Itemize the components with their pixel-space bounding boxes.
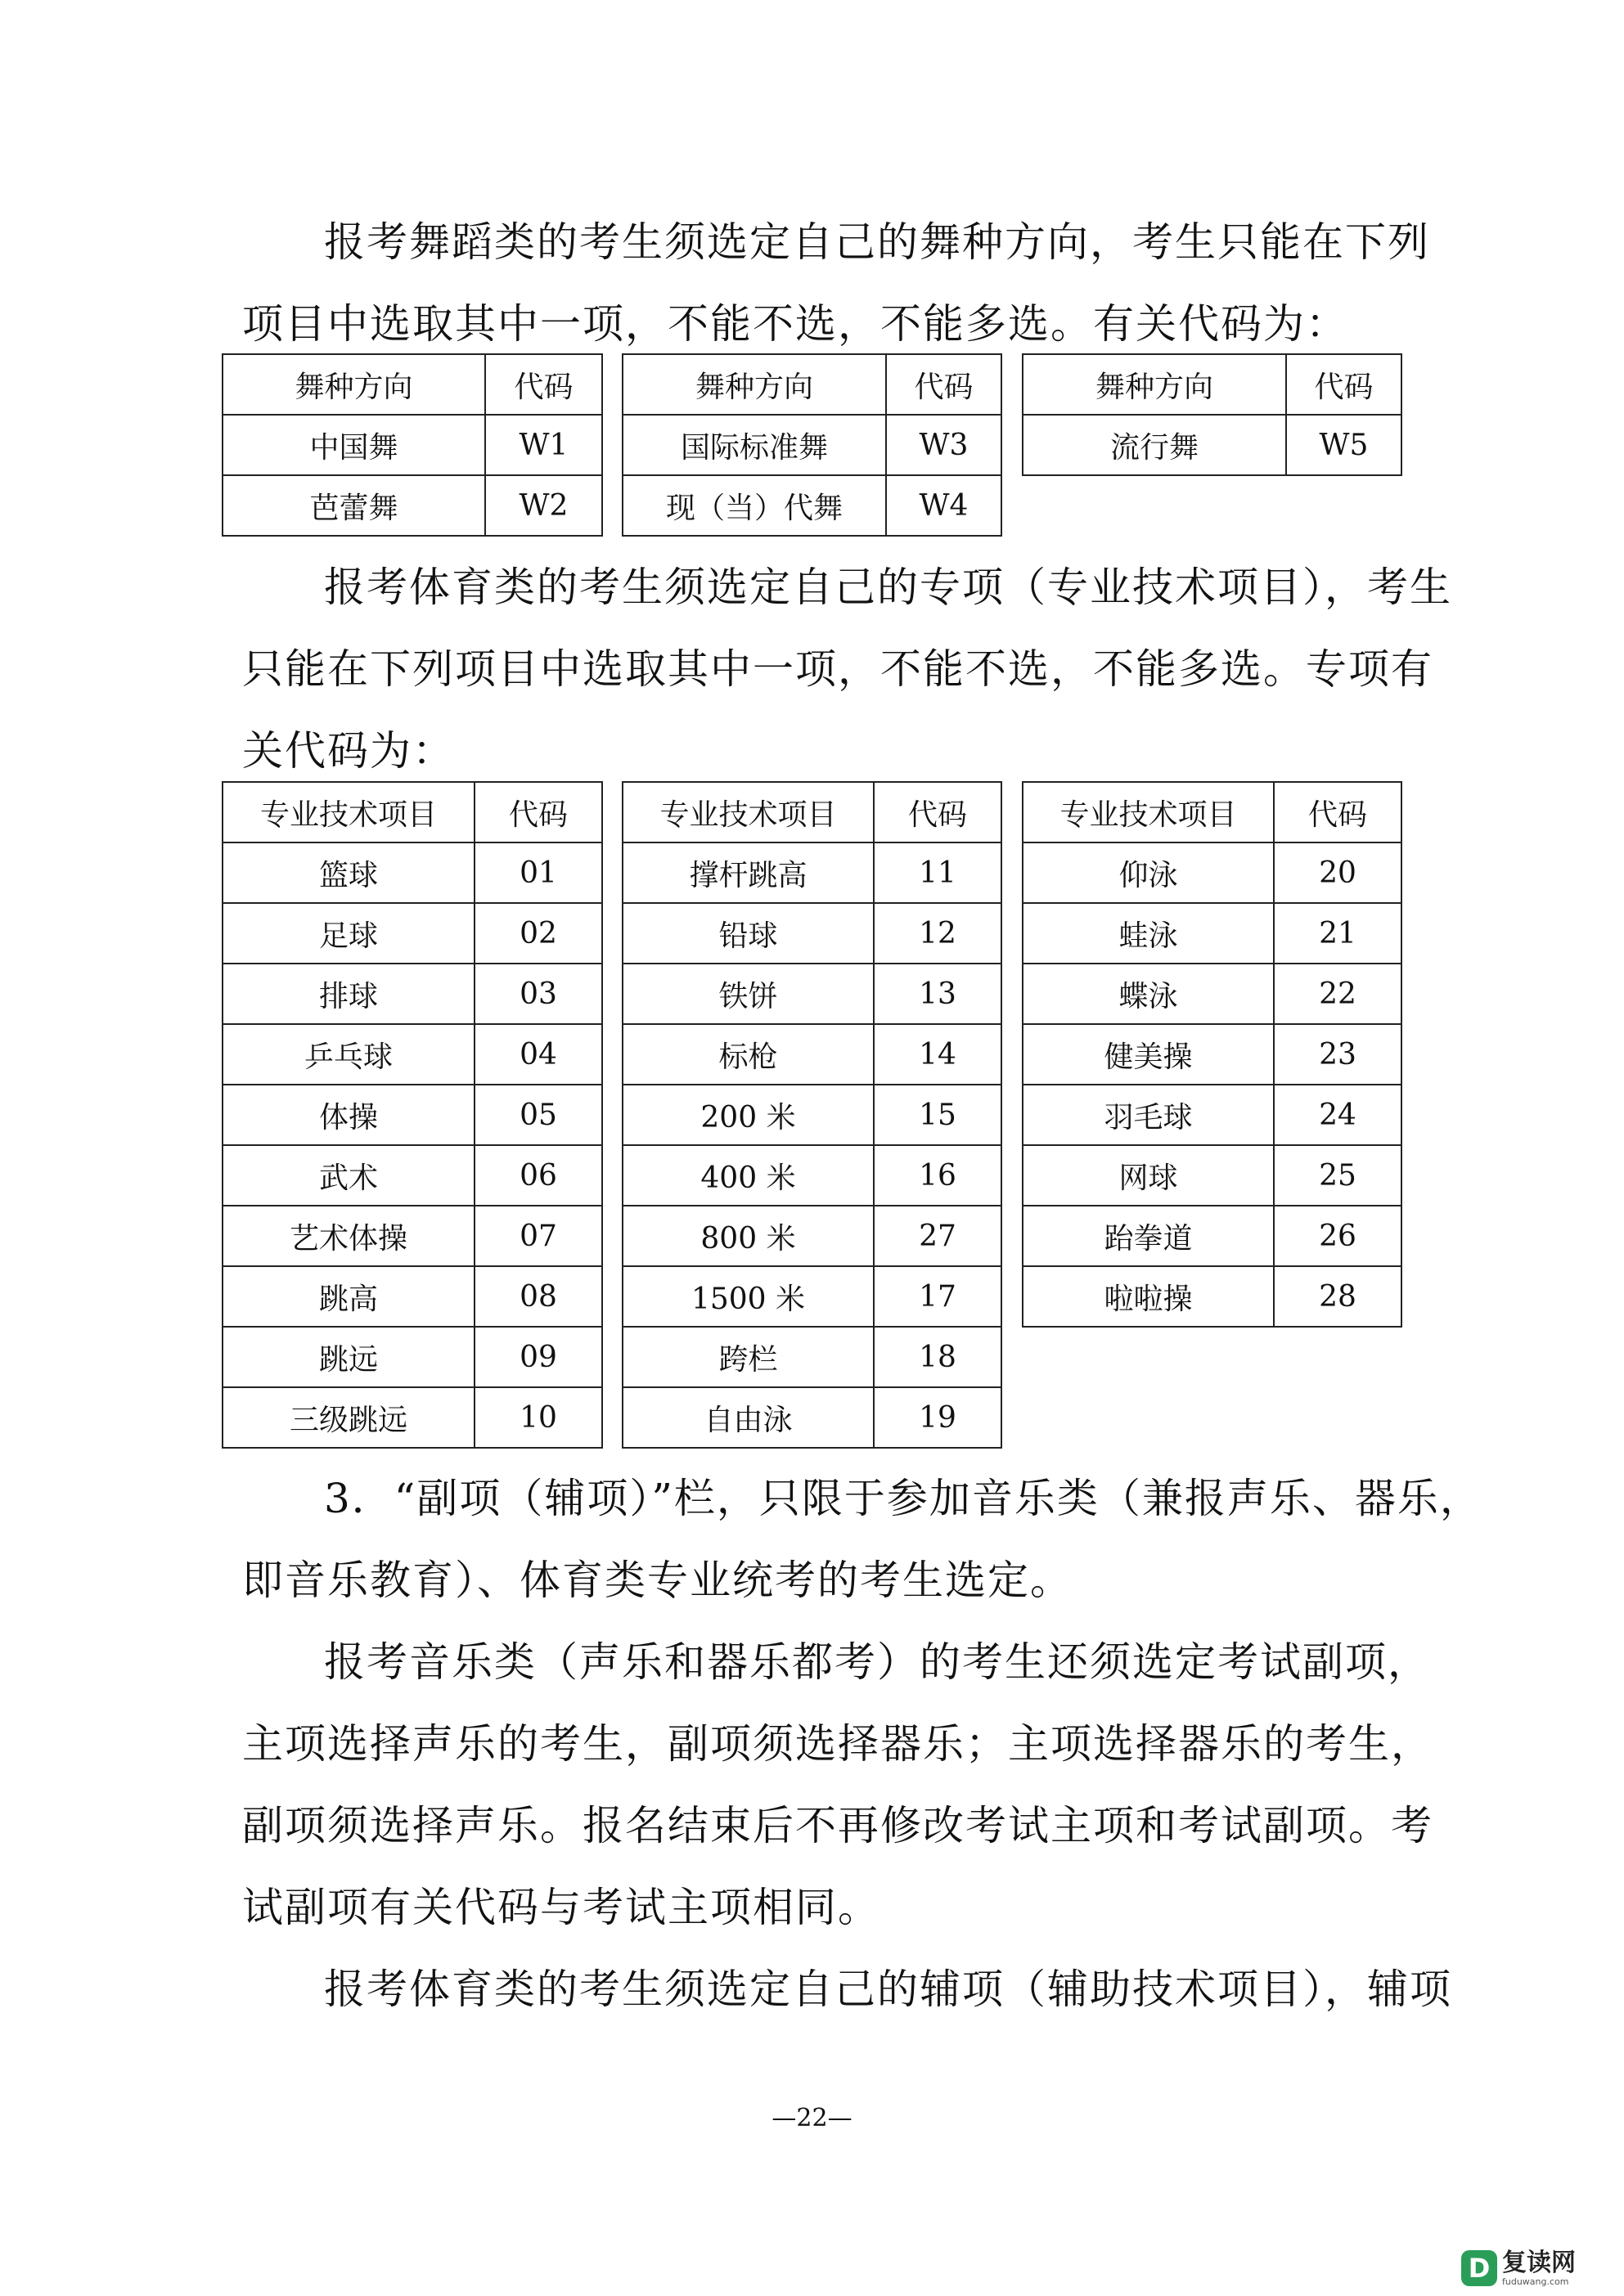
header-cell: 代码 xyxy=(475,782,602,842)
table-cell: 三级跳远 xyxy=(223,1387,475,1448)
table-cell: 09 xyxy=(475,1327,602,1387)
site-name: 复读网 xyxy=(1502,2249,1576,2277)
table-row xyxy=(1023,415,1401,475)
table-cell: W3 xyxy=(886,415,1001,475)
header-cell: 代码 xyxy=(874,782,1001,842)
table-cell: 乒乓球 xyxy=(223,1024,475,1085)
table-cell: 蝶泳 xyxy=(1023,964,1274,1024)
table-cell: 08 xyxy=(475,1266,602,1327)
table-cell: 200 米 xyxy=(623,1085,874,1145)
table-row xyxy=(623,415,1001,475)
table-cell: 18 xyxy=(874,1327,1001,1387)
table-row xyxy=(623,1327,1001,1387)
table-header-row xyxy=(223,782,602,842)
sports-code-table-2 xyxy=(622,781,1002,1449)
table-row xyxy=(223,964,602,1024)
text-line: 报考舞蹈类的考生须选定自己的舞种方向，考生只能在下列 xyxy=(324,218,1430,266)
music-paragraph xyxy=(242,1621,1433,1948)
table-cell: W1 xyxy=(485,415,602,475)
table-row xyxy=(623,964,1001,1024)
table-row xyxy=(223,1266,602,1327)
sports-intro-paragraph xyxy=(242,546,1452,792)
table-cell: 12 xyxy=(874,903,1001,964)
dance-code-table-3 xyxy=(1022,353,1402,476)
header-cell: 舞种方向 xyxy=(1023,354,1286,415)
text-line: 报考音乐类（声乐和器乐都考）的考生还须选定考试副项， xyxy=(324,1638,1430,1686)
table-cell: 撑杆跳高 xyxy=(623,842,874,903)
table-header-row xyxy=(1023,354,1401,415)
table-cell: 23 xyxy=(1274,1024,1401,1085)
table-cell: 标枪 xyxy=(623,1024,874,1085)
table-cell: 17 xyxy=(874,1266,1001,1327)
table-row xyxy=(223,1387,602,1448)
table-row xyxy=(1023,1206,1401,1266)
table-cell: 03 xyxy=(475,964,602,1024)
table-cell: 体操 xyxy=(223,1085,475,1145)
text-line: 3．“副项（辅项）”栏，只限于参加音乐类（兼报声乐、器乐， xyxy=(324,1475,1482,1522)
table-row xyxy=(223,842,602,903)
table-cell: 现（当）代舞 xyxy=(623,475,886,536)
table-row xyxy=(623,842,1001,903)
table-cell: 铁饼 xyxy=(623,964,874,1024)
table-row xyxy=(1023,964,1401,1024)
table-cell: 21 xyxy=(1274,903,1401,964)
dance-code-table-2 xyxy=(622,353,1002,537)
header-cell: 舞种方向 xyxy=(223,354,485,415)
text-line: 报考体育类的考生须选定自己的辅项（辅助技术项目），辅项 xyxy=(324,1966,1452,2013)
header-cell: 代码 xyxy=(1286,354,1401,415)
table-row xyxy=(1023,1024,1401,1085)
text-line: 项目中选取其中一项，不能不选，不能多选。有关代码为： xyxy=(242,300,1348,348)
table-cell: 武术 xyxy=(223,1145,475,1206)
table-row xyxy=(623,1024,1001,1085)
text-line: 关代码为： xyxy=(242,727,455,775)
table-row xyxy=(223,475,602,536)
table-row xyxy=(223,1145,602,1206)
table-row xyxy=(1023,1266,1401,1327)
table-cell: 足球 xyxy=(223,903,475,964)
table-cell: W2 xyxy=(485,475,602,536)
text-line: 试副项有关代码与考试主项相同。 xyxy=(242,1884,880,1931)
table-header-row xyxy=(223,354,602,415)
table-cell: 自由泳 xyxy=(623,1387,874,1448)
table-cell: 仰泳 xyxy=(1023,842,1274,903)
site-watermark xyxy=(1461,2245,1618,2291)
table-cell: 28 xyxy=(1274,1266,1401,1327)
text-line: 副项须选择声乐。报名结束后不再修改考试主项和考试副项。考 xyxy=(242,1802,1433,1849)
table-cell: W5 xyxy=(1286,415,1401,475)
dance-code-table-1 xyxy=(222,353,603,537)
table-cell: 羽毛球 xyxy=(1023,1085,1274,1145)
table-cell: 20 xyxy=(1274,842,1401,903)
table-row xyxy=(623,1085,1001,1145)
table-cell: 02 xyxy=(475,903,602,964)
text-line: 只能在下列项目中选取其中一项，不能不选，不能多选。专项有 xyxy=(242,645,1433,693)
table-cell: 网球 xyxy=(1023,1145,1274,1206)
table-row xyxy=(623,1206,1001,1266)
table-cell: 10 xyxy=(475,1387,602,1448)
header-cell: 专业技术项目 xyxy=(223,782,475,842)
table-row xyxy=(223,415,602,475)
item3-paragraph xyxy=(242,1458,1482,1621)
table-cell: 啦啦操 xyxy=(1023,1266,1274,1327)
table-cell: 800 米 xyxy=(623,1206,874,1266)
table-cell: 13 xyxy=(874,964,1001,1024)
table-row xyxy=(623,475,1001,536)
table-row xyxy=(223,903,602,964)
table-row xyxy=(1023,842,1401,903)
dance-intro-paragraph xyxy=(242,201,1430,365)
table-row xyxy=(623,1266,1001,1327)
table-cell: 中国舞 xyxy=(223,415,485,475)
header-cell: 代码 xyxy=(886,354,1001,415)
table-cell: 400 米 xyxy=(623,1145,874,1206)
site-domain: fuduwang.com xyxy=(1502,2276,1569,2287)
site-logo-icon: D xyxy=(1461,2250,1497,2286)
table-cell: 艺术体操 xyxy=(223,1206,475,1266)
table-row xyxy=(223,1024,602,1085)
table-cell: 跳高 xyxy=(223,1266,475,1327)
table-cell: 25 xyxy=(1274,1145,1401,1206)
table-cell: 01 xyxy=(475,842,602,903)
table-cell: 15 xyxy=(874,1085,1001,1145)
table-cell: 健美操 xyxy=(1023,1024,1274,1085)
header-cell: 代码 xyxy=(485,354,602,415)
table-cell: 06 xyxy=(475,1145,602,1206)
table-cell: 26 xyxy=(1274,1206,1401,1266)
header-cell: 代码 xyxy=(1274,782,1401,842)
table-cell: 跆拳道 xyxy=(1023,1206,1274,1266)
table-cell: 04 xyxy=(475,1024,602,1085)
table-row xyxy=(623,1145,1001,1206)
table-row xyxy=(1023,1085,1401,1145)
table-cell: 27 xyxy=(874,1206,1001,1266)
table-cell: 国际标准舞 xyxy=(623,415,886,475)
table-row xyxy=(623,903,1001,964)
table-cell: 跳远 xyxy=(223,1327,475,1387)
table-row xyxy=(223,1327,602,1387)
header-cell: 专业技术项目 xyxy=(1023,782,1274,842)
table-cell: 芭蕾舞 xyxy=(223,475,485,536)
table-row xyxy=(223,1206,602,1266)
table-cell: 16 xyxy=(874,1145,1001,1206)
sports-aux-paragraph xyxy=(242,1948,1452,2030)
table-cell: 11 xyxy=(874,842,1001,903)
table-cell: 铅球 xyxy=(623,903,874,964)
table-row xyxy=(1023,903,1401,964)
text-line: 报考体育类的考生须选定自己的专项（专业技术项目），考生 xyxy=(324,564,1452,611)
table-cell: 05 xyxy=(475,1085,602,1145)
text-line: 即音乐教育）、体育类专业统考的考生选定。 xyxy=(242,1557,1073,1604)
header-cell: 专业技术项目 xyxy=(623,782,874,842)
table-row xyxy=(623,1387,1001,1448)
table-header-row xyxy=(623,354,1001,415)
table-cell: 07 xyxy=(475,1206,602,1266)
table-row xyxy=(223,1085,602,1145)
table-cell: 篮球 xyxy=(223,842,475,903)
sports-code-table-3 xyxy=(1022,781,1402,1328)
table-cell: 排球 xyxy=(223,964,475,1024)
text-line: 主项选择声乐的考生，副项须选择器乐；主项选择器乐的考生， xyxy=(242,1720,1433,1768)
table-cell: 19 xyxy=(874,1387,1001,1448)
table-cell: 14 xyxy=(874,1024,1001,1085)
table-cell: 蛙泳 xyxy=(1023,903,1274,964)
table-row xyxy=(1023,1145,1401,1206)
table-cell: 流行舞 xyxy=(1023,415,1286,475)
table-cell: W4 xyxy=(886,475,1001,536)
header-cell: 舞种方向 xyxy=(623,354,886,415)
site-logo-text xyxy=(1502,2249,1576,2287)
table-header-row xyxy=(1023,782,1401,842)
table-cell: 22 xyxy=(1274,964,1401,1024)
table-header-row xyxy=(623,782,1001,842)
sports-code-table-1 xyxy=(222,781,603,1449)
table-cell: 跨栏 xyxy=(623,1327,874,1387)
table-cell: 24 xyxy=(1274,1085,1401,1145)
table-cell: 1500 米 xyxy=(623,1266,874,1327)
page-number: —22— xyxy=(772,2104,852,2132)
